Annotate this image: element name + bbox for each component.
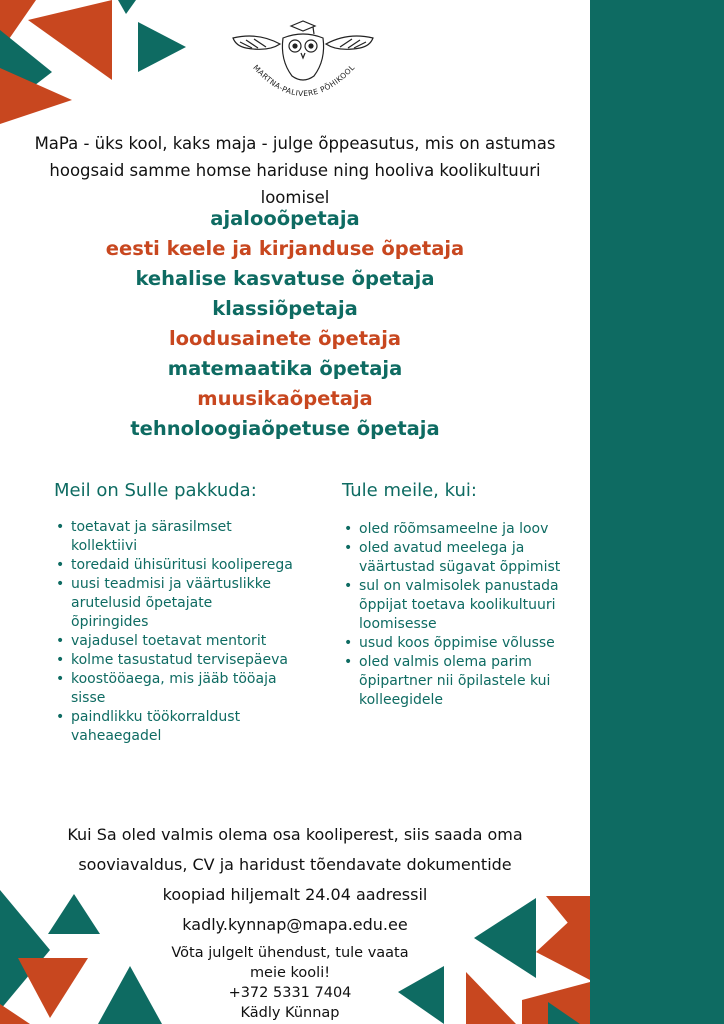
list-item: • oled rõõmsameelne ja loov: [342, 520, 572, 539]
triangle-deco: [466, 972, 516, 1024]
email-address[interactable]: kadly.kynnap@mapa.edu.ee: [182, 915, 408, 934]
join-heading: Tule meile, kui:: [342, 480, 477, 501]
position-title: eesti keele ja kirjanduse õpetaja: [105, 237, 465, 260]
list-item: • oled avatud meelega ja väärtustad sügavat õppimist: [342, 539, 572, 577]
position-title: kehalise kasvatuse õpetaja: [135, 267, 435, 290]
list-item: • oled valmis olema parim õpipartner nii õpilastele kui kolleegidele: [342, 653, 572, 710]
school-name: MARTNA-PALIVERE PÕHIKOOL: [251, 62, 357, 99]
list-item: • kolme tasustatud tervisepäeva: [54, 651, 294, 670]
triangle-deco: [0, 1004, 30, 1024]
contact-block: [140, 943, 440, 1023]
closing-line: sooviavaldus, CV ja haridust tõendavate dokumentide: [78, 855, 512, 874]
list-item: • toredaid ühisüritusi kooliperega: [54, 556, 294, 575]
position-title: muusikaõpetaja: [197, 387, 373, 410]
triangle-deco: [138, 22, 186, 72]
positions-list: [0, 204, 570, 444]
position-title: matemaatika õpetaja: [167, 357, 403, 380]
contact-person: Kädly Künnap: [240, 1005, 340, 1021]
intro-text: [20, 130, 570, 211]
triangle-deco: [18, 958, 88, 1018]
join-section: [342, 480, 572, 710]
list-item: • koostööaega, mis jääb tööaja sisse: [54, 670, 294, 708]
intro-line: MaPa - üks kool, kaks maja - julge õppeasutus, mis on astumas: [34, 134, 556, 153]
position-title: loodusainete õpetaja: [168, 327, 402, 350]
school-logo: [228, 18, 378, 118]
closing-line: koopiad hiljemalt 24.04 aadressil: [162, 885, 428, 904]
offer-section: [54, 480, 294, 746]
list-item: • vajadusel toetavat mentorit: [54, 632, 294, 651]
closing-text: [20, 820, 570, 940]
list-item: • paindlikku töökorraldust vaheaegadel: [54, 708, 294, 746]
list-item: • sul on valmisolek panustada õppijat toetava koolikultuuri loomisesse: [342, 577, 572, 634]
position-title: tehnoloogiaõpetuse õpetaja: [130, 417, 440, 440]
triangle-deco: [118, 0, 136, 14]
position-title: klassiõpetaja: [212, 297, 358, 320]
contact-line: Võta julgelt ühendust, tule vaata: [171, 945, 409, 961]
list-item: • toetavat ja särasilmset kollektiivi: [54, 518, 294, 556]
phone-number[interactable]: +372 5331 7404: [228, 985, 352, 1001]
intro-line: hoogsaid samme homse hariduse ning hooliva koolikultuuri loomisel: [49, 161, 541, 207]
offer-list: [54, 518, 294, 746]
position-title: ajalooõpetaja: [210, 207, 360, 230]
list-item: • usud koos õppimise võlusse: [342, 634, 572, 653]
closing-line: Kui Sa oled valmis olema osa kooliperest, siis saada oma: [67, 825, 523, 844]
list-item: • uusi teadmisi ja väärtuslikke arutelusid õpetajate õpiringides: [54, 575, 294, 632]
join-list: [342, 520, 572, 710]
offer-heading: Meil on Sulle pakkuda:: [54, 480, 257, 501]
contact-line: meie kooli!: [249, 965, 331, 981]
